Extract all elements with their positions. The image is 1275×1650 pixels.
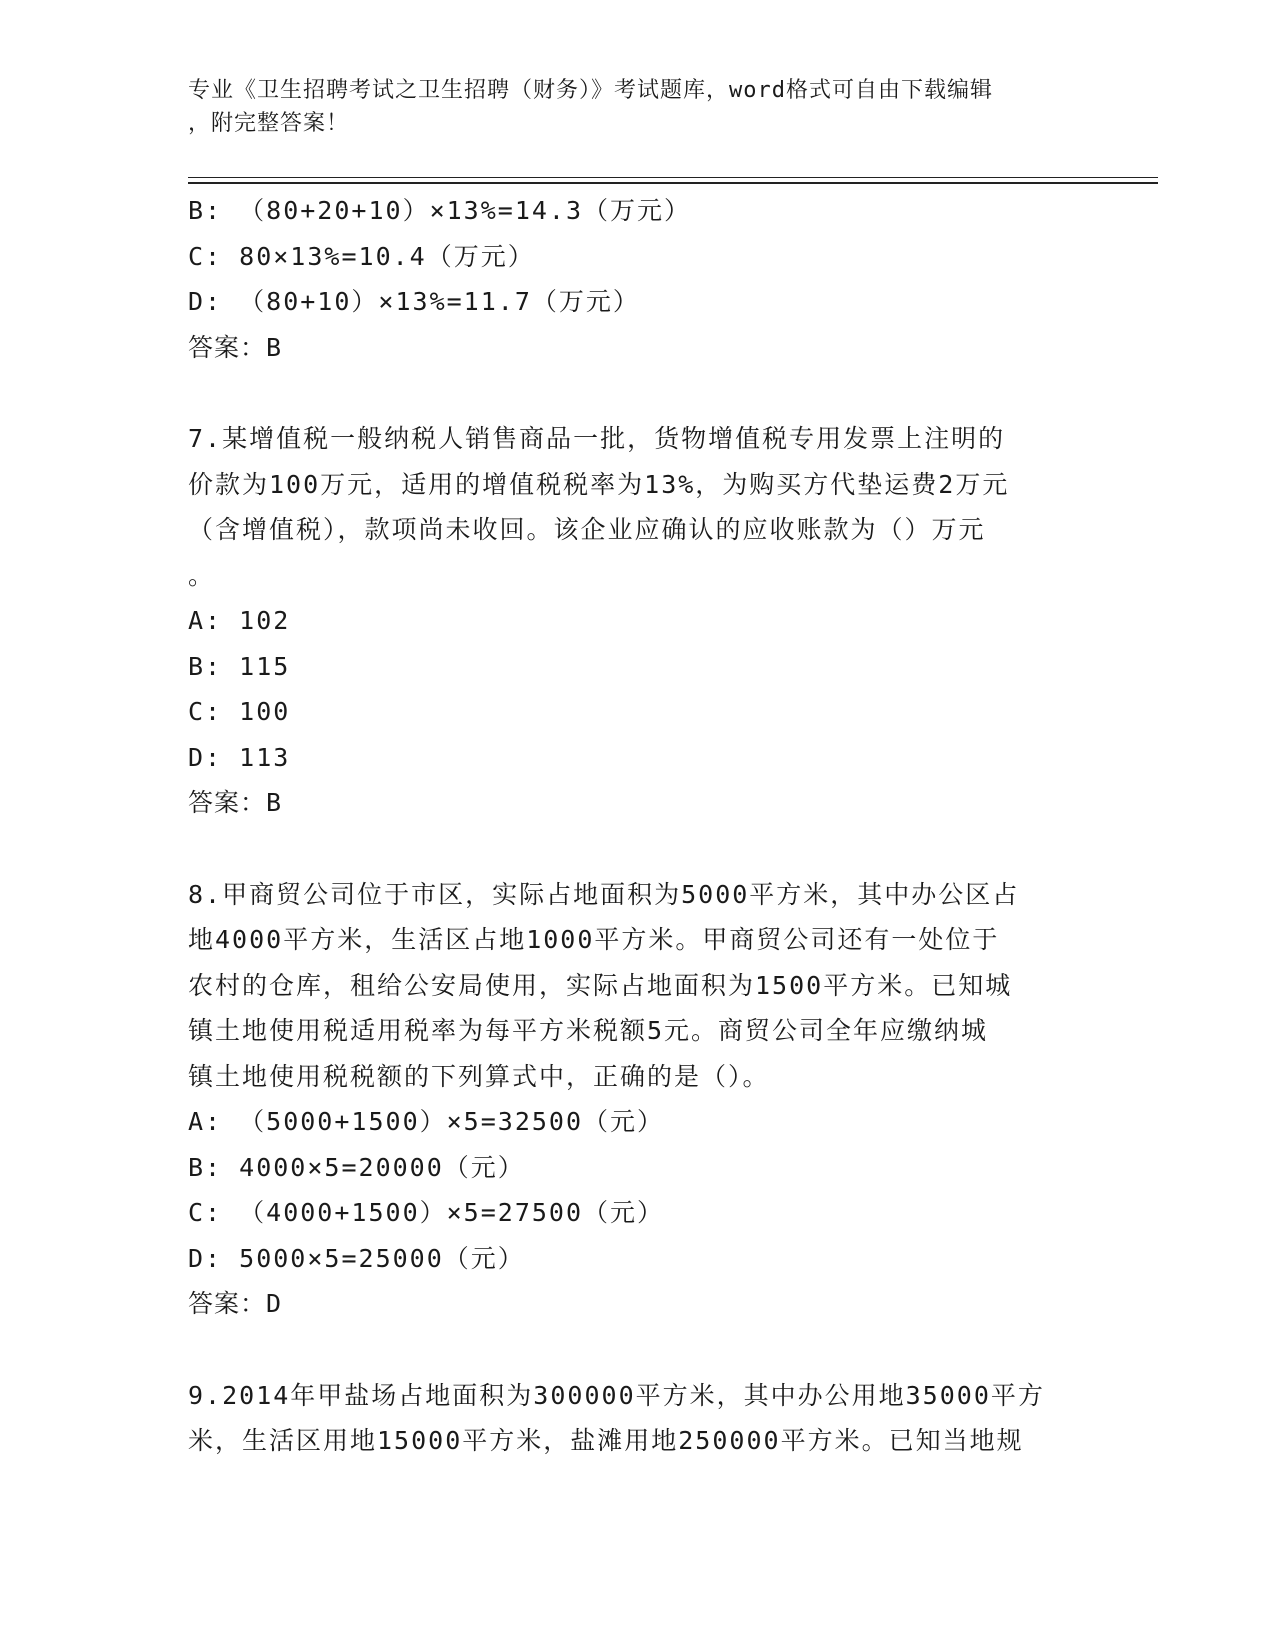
header-rule-thin xyxy=(188,177,1158,178)
option-d: D: 113 xyxy=(188,742,291,772)
document-header xyxy=(188,74,1088,140)
question-stem-line: 9.2014年甲盐场占地面积为300000平方米，其中办公用地35000平方 xyxy=(188,1380,1045,1410)
option-a: A: （5000+1500）×5=32500（元） xyxy=(188,1107,665,1136)
question-9 xyxy=(188,1373,1088,1464)
option-d: D: 5000×5=25000（元） xyxy=(188,1243,525,1273)
question-7 xyxy=(188,416,1088,826)
option-b: B: 4000×5=20000（元） xyxy=(188,1152,525,1182)
question-stem-line: 地4000平方米，生活区占地1000平方米。甲商贸公司还有一处位于 xyxy=(188,925,1000,954)
option-c: C: 80×13%=10.4（万元） xyxy=(188,241,535,271)
option-b: B: （80+20+10）×13%=14.3（万元） xyxy=(188,196,692,225)
answer: 答案：B xyxy=(188,788,283,817)
option-a: A: 102 xyxy=(188,606,291,635)
question-stem-line: 镇土地使用税税额的下列算式中，正确的是（）。 xyxy=(188,1061,770,1091)
option-c: C: （4000+1500）×5=27500（元） xyxy=(188,1198,665,1227)
header-line-2: ，附完整答案！ xyxy=(188,111,350,136)
answer: 答案：D xyxy=(188,1289,283,1318)
question-8 xyxy=(188,872,1088,1327)
question-6 xyxy=(188,188,1088,370)
question-stem-line: 。 xyxy=(188,560,216,590)
document-body xyxy=(188,188,1088,1464)
option-c: C: 100 xyxy=(188,697,291,726)
header-line-1: 专业《卫生招聘考试之卫生招聘（财务）》考试题库，word格式可自由下载编辑 xyxy=(188,78,993,103)
question-stem-line: （含增值税），款项尚未收回。该企业应确认的应收账款为（）万元 xyxy=(188,515,986,544)
question-stem-line: 米，生活区用地15000平方米，盐滩用地250000平方米。已知当地规 xyxy=(188,1426,1024,1455)
question-stem-line: 8.甲商贸公司位于市区，实际占地面积为5000平方米，其中办公区占 xyxy=(188,879,1020,909)
header-rule-thick xyxy=(188,182,1158,184)
option-d: D: （80+10）×13%=11.7（万元） xyxy=(188,287,640,316)
question-stem-line: 镇土地使用税适用税率为每平方米税额5元。商贸公司全年应缴纳城 xyxy=(188,1016,989,1045)
question-stem-line: 7.某增值税一般纳税人销售商品一批，货物增值税专用发票上注明的 xyxy=(188,424,1006,453)
question-stem-line: 价款为100万元，适用的增值税税率为13%，为购买方代垫运费2万元 xyxy=(188,469,1010,499)
answer: 答案：B xyxy=(188,332,283,362)
question-stem-line: 农村的仓库，租给公安局使用，实际占地面积为1500平方米。已知城 xyxy=(188,970,1013,1000)
option-b: B: 115 xyxy=(188,651,291,681)
